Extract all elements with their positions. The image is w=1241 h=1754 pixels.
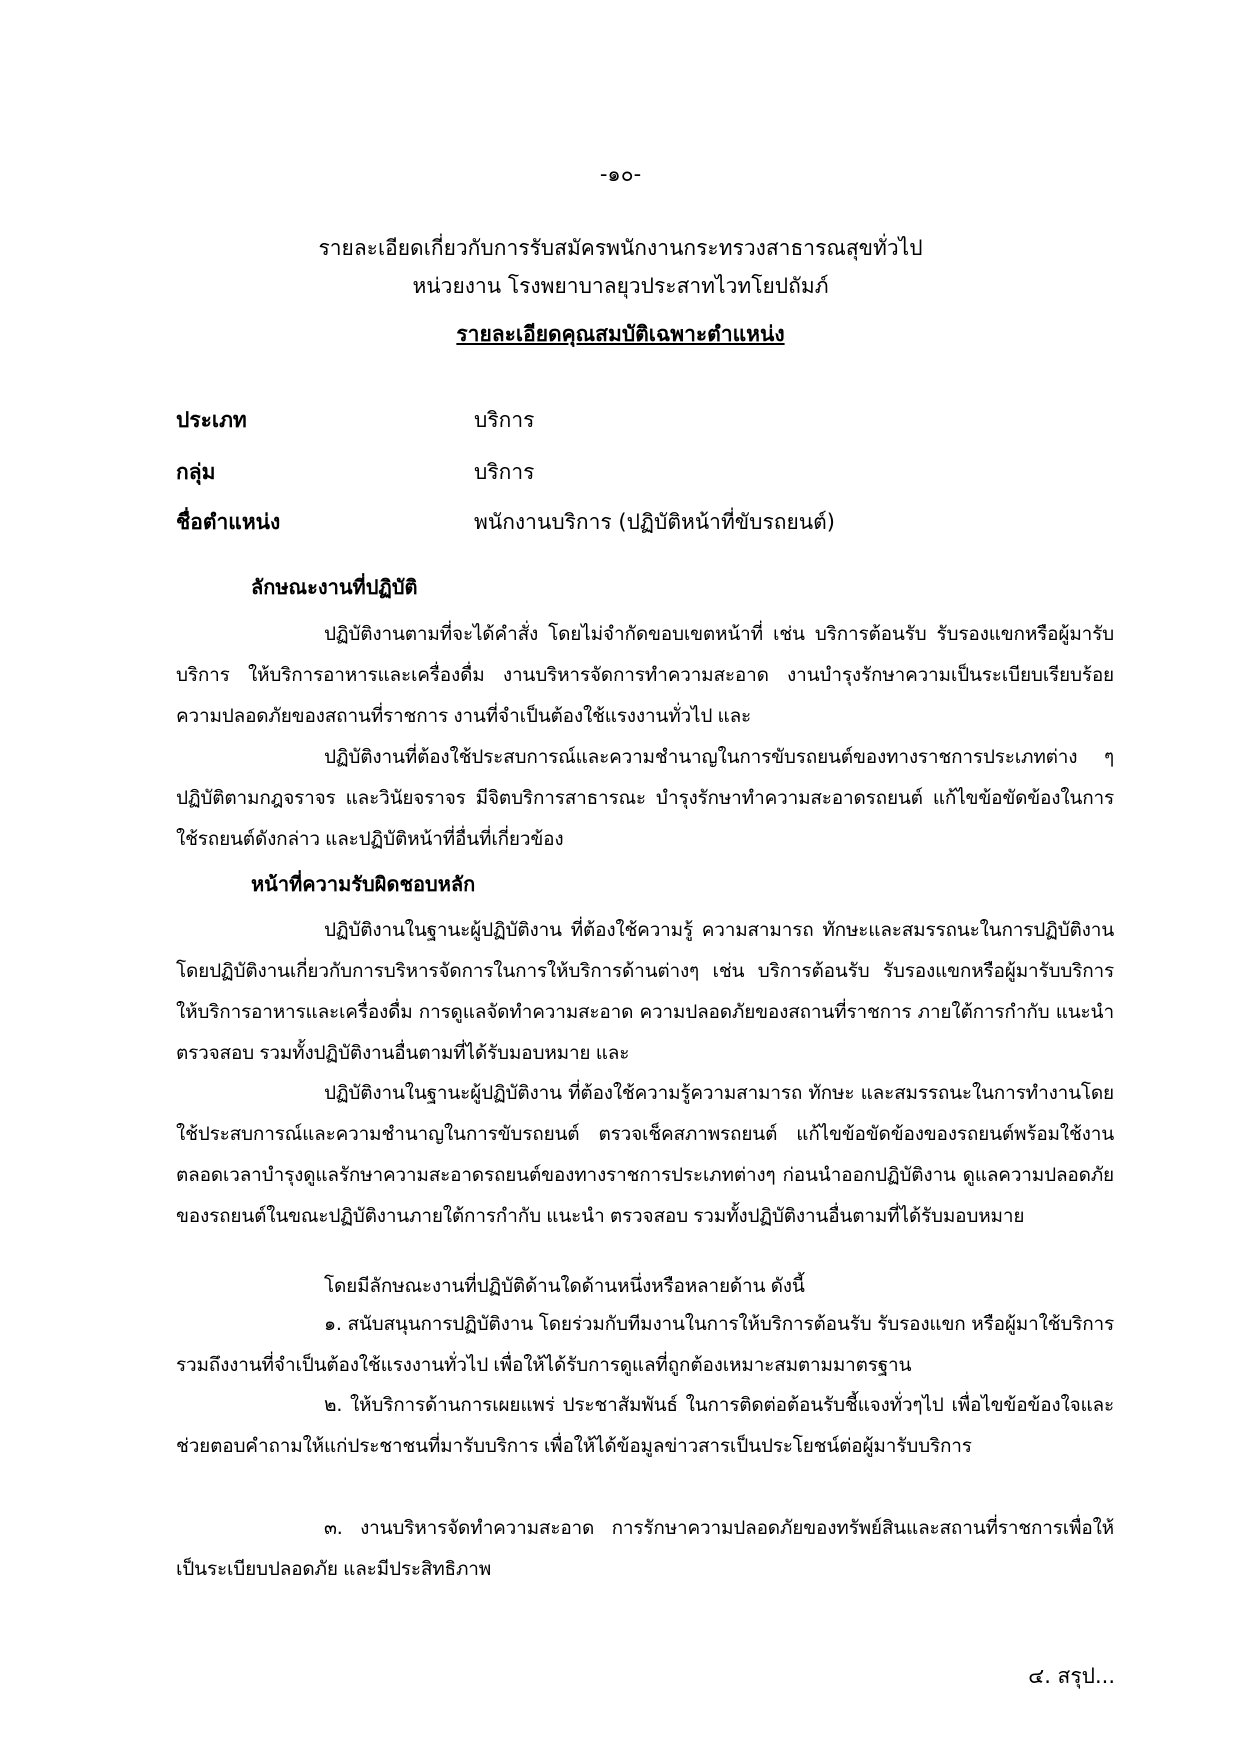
document-title: รายละเอียดเกี่ยวกับการรับสมัครพนักงานกระทรวงสาธารณสุขทั่วไป	[318, 236, 923, 260]
info-label: กลุ่ม	[176, 460, 216, 484]
agency-name: หน่วยงาน โรงพยาบาลยุวประสาทไวทโยปถัมภ์	[412, 274, 829, 298]
heading-job-nature: ลักษณะงานที่ปฏิบัติ	[251, 575, 418, 599]
list-item: ๓. งานบริหารจัดทำความสะอาด การรักษาความปลอดภัยของทรัพย์สินและสถานที่ราชการเพื่อให้เป็นระเบียบปลอดภัย และมีประสิทธิภาพ	[176, 1517, 1114, 1580]
paragraph: ปฏิบัติงานในฐานะผู้ปฏิบัติงาน ที่ต้องใช้ความรู้ ความสามารถ ทักษะและสมรรถนะในการปฏิบัติงาน โดยปฏิบัติงานเกี่ยวกับการบริหารจัดการในการให้บริการด้านต่างๆ เช่น บริการต้อนรับ รับรองแขกหรือผู้มารับบริการ ให้บริการอาหารและเครื่องดื่ม การดูแลจัดทำความสะอาด ความปลอดภัยของสถานที่ราชการ ภายใต้การกำกับ แนะนำ ตรวจสอบ รวมทั้งปฏิบัติงานอื่นตามที่ได้รับมอบหมาย และ	[176, 919, 1114, 1064]
continuation-note: ๔. สรุป...	[1028, 1664, 1115, 1688]
info-row-group	[176, 456, 1076, 486]
paragraph: ปฏิบัติงานที่ต้องใช้ประสบการณ์และความชำนาญในการขับรถยนต์ของทางราชการประเภทต่าง ๆ ปฏิบัติตามกฎจราจร และวินัยจราจร มีจิตบริการสาธารณะ บำรุงรักษาทำความสะอาดรถยนต์ แก้ไขข้อขัดข้องในการใช้รถยนต์ดังกล่าว และปฏิบัติหน้าที่อื่นที่เกี่ยวข้อง	[176, 746, 1114, 850]
info-row-type	[176, 404, 1076, 434]
list-item: ๒. ให้บริการด้านการเผยแพร่ ประชาสัมพันธ์ ในการติดต่อต้อนรับชี้แจงทั่วๆไป เพื่อไขข้อข้องใจและช่วยตอบคำถามให้แก่ประชาชนที่มารับบริการ เพื่อให้ได้ข้อมูลข่าวสารเป็นประโยชน์ต่อผู้มารับบริการ	[176, 1394, 1114, 1457]
paragraph: โดยมีลักษณะงานที่ปฏิบัติด้านใดด้านหนึ่งหรือหลายด้าน ดังนี้	[324, 1275, 805, 1297]
info-row-position	[176, 506, 1076, 536]
list-item: ๑. สนับสนุนการปฏิบัติงาน โดยร่วมกับทีมงานในการให้บริการต้อนรับ รับรองแขก หรือผู้มาใช้บริการ รวมถึงงานที่จำเป็นต้องใช้แรงงานทั่วไป เพื่อให้ได้รับการดูแลที่ถูกต้องเหมาะสมตามมาตรฐาน	[176, 1313, 1114, 1376]
info-label: ประเภท	[176, 408, 247, 432]
info-value: บริการ	[474, 460, 535, 484]
paragraph: ปฏิบัติงานตามที่จะได้คำสั่ง โดยไม่จำกัดขอบเขตหน้าที่ เช่น บริการต้อนรับ รับรองแขกหรือผู้มารับบริการ ให้บริการอาหารและเครื่องดื่ม งานบริหารจัดการทำความสะอาด งานบำรุงรักษาความเป็นระเบียบเรียบร้อย ความปลอดภัยของสถานที่ราชการ งานที่จำเป็นต้องใช้แรงงานทั่วไป และ	[176, 623, 1114, 727]
info-label: ชื่อตำแหน่ง	[176, 510, 281, 534]
heading-main-duties: หน้าที่ความรับผิดชอบหลัก	[251, 872, 476, 896]
section-title: รายละเอียดคุณสมบัติเฉพาะตำแหน่ง	[456, 322, 785, 346]
info-value: บริการ	[474, 408, 535, 432]
paragraph: ปฏิบัติงานในฐานะผู้ปฏิบัติงาน ที่ต้องใช้ความรู้ความสามารถ ทักษะ และสมรรถนะในการทำงานโดยใช้ประสบการณ์และความชำนาญในการขับรถยนต์ ตรวจเช็คสภาพรถยนต์ แก้ไขข้อขัดข้องของรถยนต์พร้อมใช้งานตลอดเวลาบำรุงดูแลรักษาความสะอาดรถยนต์ของทางราชการประเภทต่างๆ ก่อนนำออกปฏิบัติงาน ดูแลความปลอดภัยของรถยนต์ในขณะปฏิบัติงานภายใต้การกำกับ แนะนำ ตรวจสอบ รวมทั้งปฏิบัติงานอื่นตามที่ได้รับมอบหมาย	[176, 1082, 1114, 1227]
info-value: พนักงานบริการ (ปฏิบัติหน้าที่ขับรถยนต์)	[474, 510, 835, 534]
page-number: -๑๐-	[599, 162, 642, 186]
